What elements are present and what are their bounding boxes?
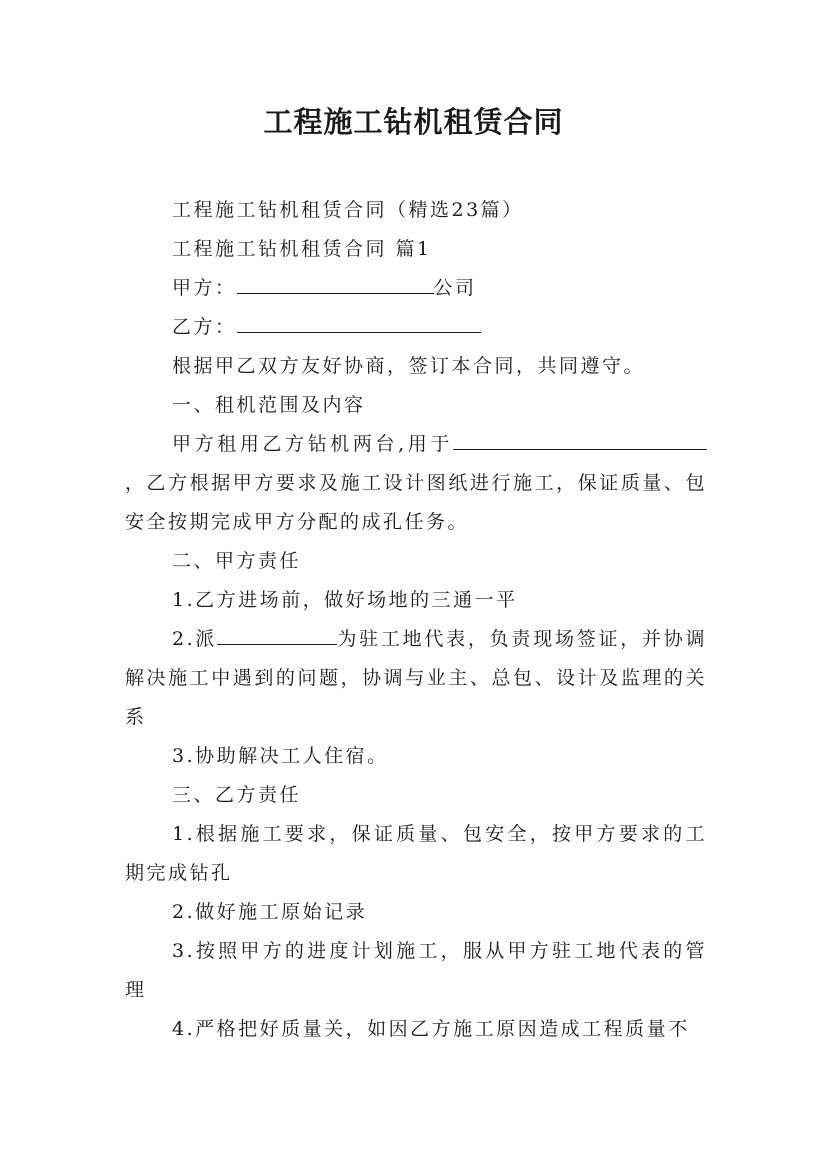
party-b-line xyxy=(125,308,707,347)
party-a-line xyxy=(125,269,707,308)
document-title: 工程施工钻机租赁合同 xyxy=(263,105,564,139)
section2-item1: 1.乙方进场前，做好场地的三通一平 xyxy=(172,589,518,611)
section1-text-b: ，乙方根据甲方要求及施工设计图纸进行施工，保证质量、包安全按期完成甲方分配的成孔任务。 xyxy=(125,472,707,533)
section3-item1: 1.根据施工要求，保证质量、包安全，按甲方要求的工期完成钻孔 xyxy=(125,823,707,884)
section1-text-a: 甲方租用乙方钻机两台,用于 xyxy=(172,433,453,455)
representative-blank xyxy=(217,622,337,645)
party-a-label: 甲方： xyxy=(172,277,237,299)
party-b-blank xyxy=(237,310,481,333)
section2-item2-a: 2.派 xyxy=(172,628,218,650)
party-b-label: 乙方： xyxy=(172,316,237,338)
section3-item4: 4.严格把好质量关，如因乙方施工原因造成工程质量不 xyxy=(172,1018,690,1040)
section2-heading: 二、甲方责任 xyxy=(172,550,302,572)
agreement-line: 根据甲乙双方友好协商，签订本合同，共同遵守。 xyxy=(172,355,646,377)
section3-item2: 2.做好施工原始记录 xyxy=(172,901,368,923)
section1-blank xyxy=(453,427,707,450)
section3-heading: 三、乙方责任 xyxy=(172,784,302,806)
section1-heading: 一、租机范围及内容 xyxy=(172,394,366,416)
section2-item3: 3.协助解决工人住宿。 xyxy=(172,745,389,767)
party-a-blank xyxy=(237,271,434,294)
party-a-suffix: 公司 xyxy=(433,277,477,299)
section2-item2-b: 为驻工地代表，负责现场签证，并协调解决施工中遇到的问题，协调与业主、总包、设计及监理的关系 xyxy=(125,628,707,728)
document-body xyxy=(125,191,707,1049)
section1-paragraph xyxy=(125,425,707,542)
chapter-line: 工程施工钻机租赁合同 篇1 xyxy=(172,238,432,260)
section2-item2 xyxy=(125,620,707,737)
intro-line: 工程施工钻机租赁合同（精选23篇） xyxy=(172,199,524,221)
section3-item3: 3.按照甲方的进度计划施工，服从甲方驻工地代表的管理 xyxy=(125,940,707,1001)
